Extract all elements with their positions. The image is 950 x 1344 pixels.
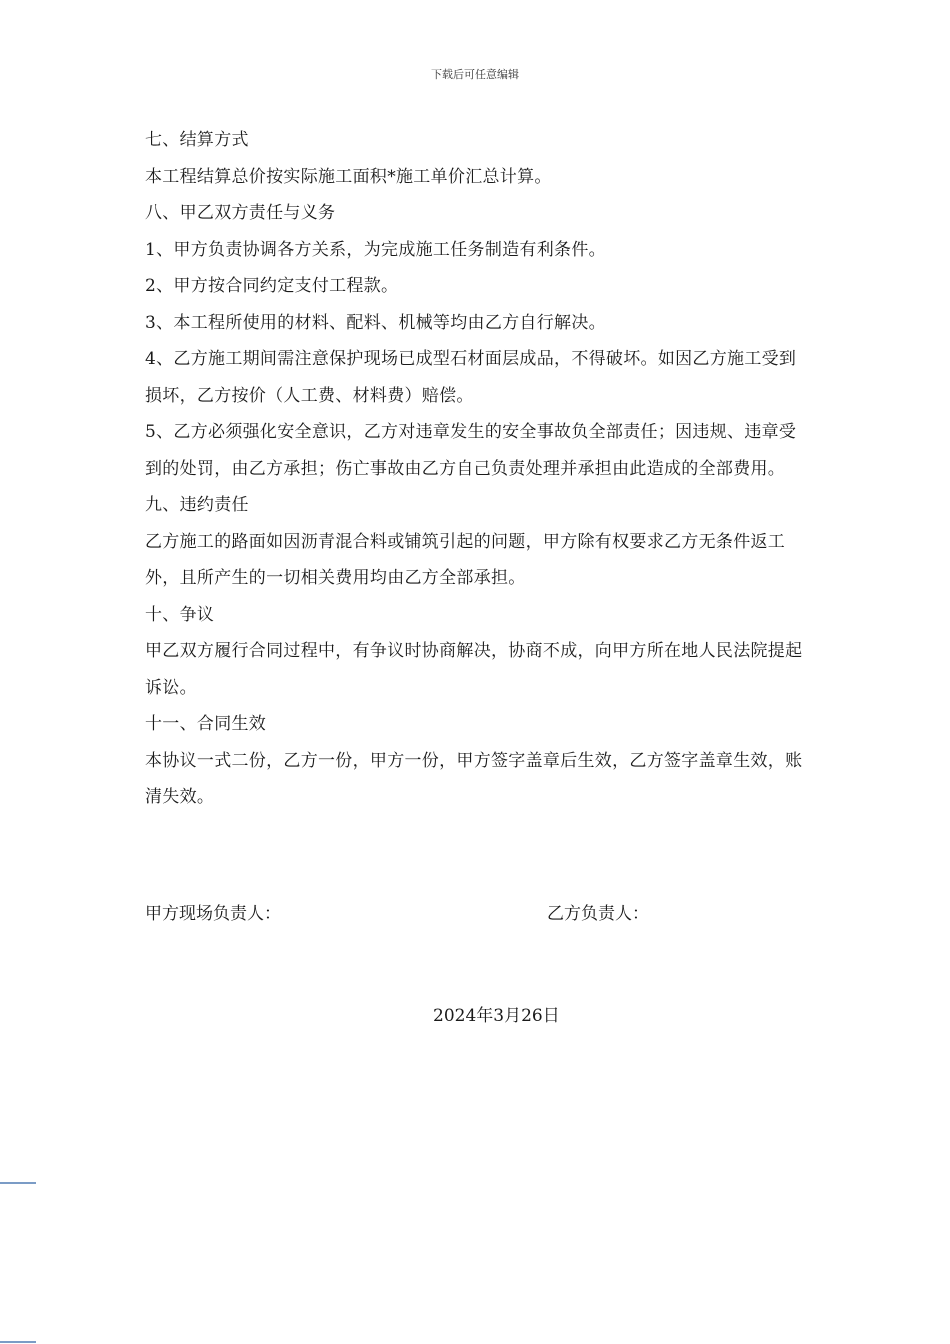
section-heading-effect: 十一、合同生效 bbox=[145, 714, 267, 734]
section-heading-settlement: 七、结算方式 bbox=[145, 130, 249, 150]
paragraph-settlement: 本工程结算总价按实际施工面积*施工单价汇总计算。 bbox=[145, 166, 552, 187]
clause-3: 3、本工程所使用的材料、配料、机械等均由乙方自行解决。 bbox=[145, 312, 606, 333]
paragraph-effect: 本协议一式二份，乙方一份，甲方一份，甲方签字盖章后生效，乙方签字盖章生效，账清失效。 bbox=[145, 750, 803, 807]
clause-4: 4、乙方施工期间需注意保护现场已成型石材面层成品，不得破坏。如因乙方施工受到损坏，乙方按价（人工费、材料费）赔偿。 bbox=[145, 349, 797, 406]
page-edge-mark bbox=[0, 1341, 36, 1343]
paragraph-dispute: 甲乙双方履行合同过程中，有争议时协商解决，协商不成，向甲方所在地人民法院提起诉讼。 bbox=[145, 641, 803, 698]
section-heading-dispute: 十、争议 bbox=[145, 604, 215, 625]
clause-2: 2、甲方按合同约定支付工程款。 bbox=[145, 276, 399, 296]
page-edge-mark bbox=[0, 1182, 36, 1184]
signature-row bbox=[145, 896, 810, 932]
section-heading-breach: 九、违约责任 bbox=[145, 495, 249, 515]
party-a-signature-label: 甲方现场负责人： bbox=[145, 904, 281, 924]
contract-body bbox=[145, 122, 810, 816]
section-heading-responsibilities: 八、甲乙双方责任与义务 bbox=[145, 203, 336, 223]
clause-5: 5、乙方必须强化安全意识，乙方对违章发生的安全事故负全部责任；因违规、违章受到的处罚，由乙方承担；伤亡事故由乙方自己负责处理并承担由此造成的全部费用。 bbox=[145, 422, 797, 479]
page-header: 下载后可任意编辑 bbox=[431, 68, 519, 81]
contract-date: 2024年3月26日 bbox=[433, 1006, 560, 1026]
clause-1: 1、甲方负责协调各方关系，为完成施工任务制造有利条件。 bbox=[145, 239, 606, 260]
party-b-signature-label: 乙方负责人： bbox=[547, 904, 649, 924]
paragraph-breach: 乙方施工的路面如因沥青混合料或铺筑引起的问题，甲方除有权要求乙方无条件返工外，且所产生的一切相关费用均由乙方全部承担。 bbox=[145, 531, 786, 588]
